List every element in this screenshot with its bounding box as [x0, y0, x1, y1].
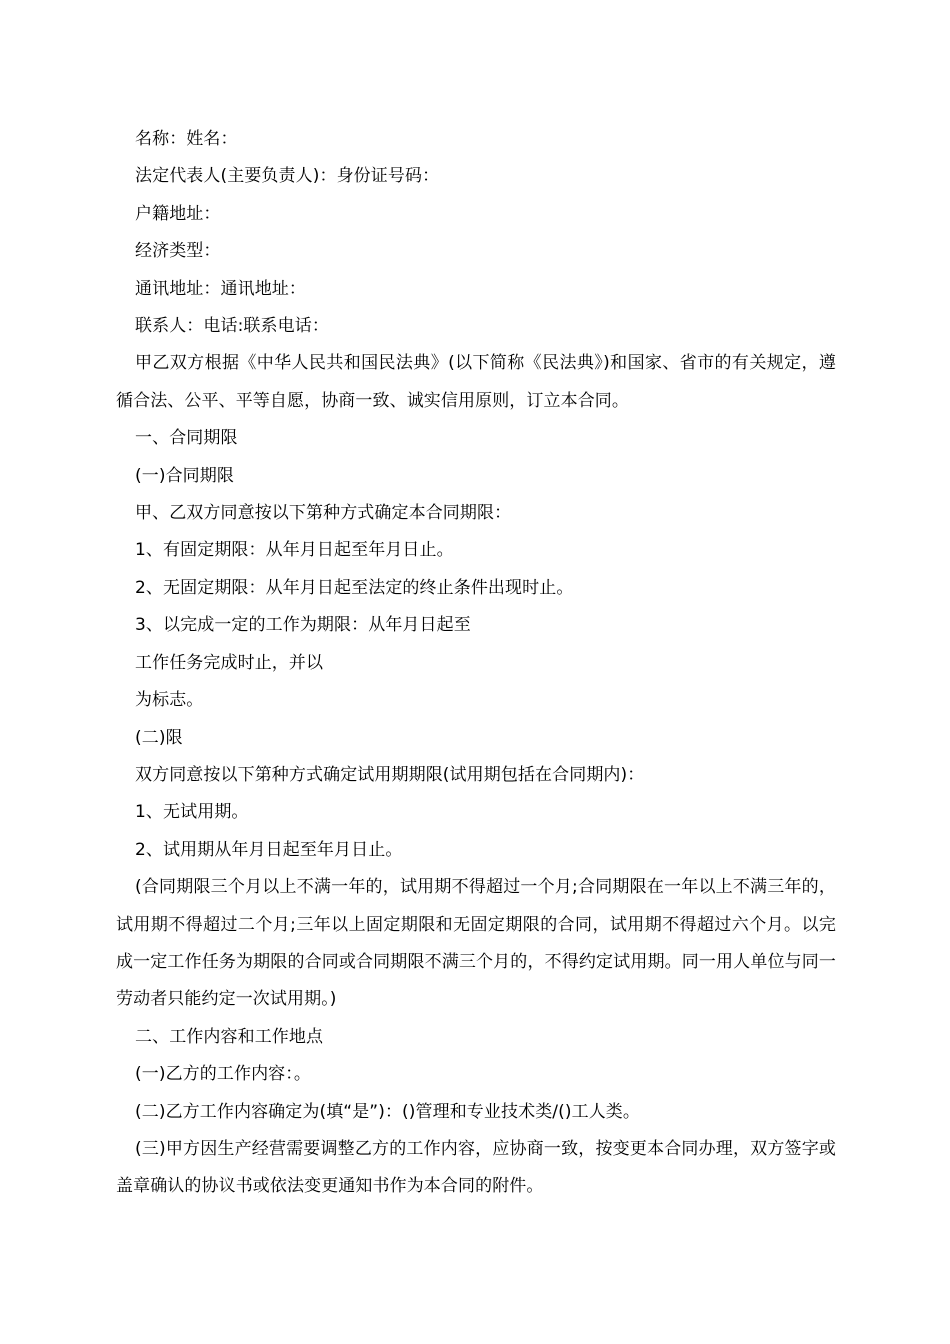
contract-term-intro: 甲、乙双方同意按以下第种方式确定本合同期限： [135, 503, 512, 524]
section-heading-contract-term: 一、合同期限 [135, 428, 238, 449]
field-economic-type: 经济类型： [135, 241, 221, 262]
field-name: 名称：姓名： [135, 129, 238, 149]
field-household-address: 户籍地址： [135, 203, 221, 224]
work-content-item-3: (三)甲方因生产经营需要调整乙方的工作内容，应协商一致，按变更本合同办理，双方签字或盖章确认的协议书或依法变更通知书作为本合同的附件。 [116, 1138, 836, 1197]
document-body [116, 121, 836, 1206]
preamble-paragraph: 甲乙双方根据《中华人民共和国民法典》(以下简称《民法典》)和国家、省市的有关规定，遵循合法、公平、平等自愿，协商一致、诚实信用原则，订立本合同。 [116, 353, 836, 411]
term-option-fixed: 1、有固定期限：从年月日起至年月日止。 [135, 540, 454, 561]
subsection-heading-probation: (二)限 [135, 727, 183, 748]
field-legal-representative: 法定代表人(主要负责人)：身份证号码： [135, 166, 440, 187]
term-option-task-based: 3、以完成一定的工作为期限：从年月日起至 [135, 615, 471, 636]
probation-rules-note: (合同期限三个月以上不满一年的，试用期不得超过一个月;合同期限在一年以上不满三年的，试用期不得超过二个月;三年以上固定期限和无固定期限的合同，试用期不得超过六个月。以完成一定工作任务为期限的合同或合同期限不满三个月的，不得约定试用期。同一用人单位与同一劳动者只能约定一次试用期。) [116, 877, 836, 1010]
term-option-open-ended: 2、无固定期限：从年月日起至法定的终止条件出现时止。 [135, 577, 574, 598]
term-option-marker: 为标志。 [135, 690, 204, 711]
section-heading-work-content: 二、工作内容和工作地点 [135, 1026, 324, 1047]
probation-intro: 双方同意按以下第种方式确定试用期期限(试用期包括在合同期内)： [135, 764, 645, 785]
subsection-heading-contract-term: (一)合同期限 [135, 465, 234, 486]
field-mailing-address: 通讯地址：通讯地址： [135, 278, 306, 299]
probation-option-none: 1、无试用期。 [135, 802, 249, 823]
probation-option-period: 2、试用期从年月日起至年月日止。 [135, 839, 403, 860]
work-content-item-2: (二)乙方工作内容确定为(填“是”)：()管理和专业技术类/()工人类。 [135, 1101, 640, 1122]
term-option-task-completion: 工作任务完成时止，并以 [135, 652, 324, 673]
work-content-item-1: (一)乙方的工作内容：。 [135, 1064, 311, 1085]
field-contact: 联系人：电话:联系电话： [135, 316, 329, 337]
